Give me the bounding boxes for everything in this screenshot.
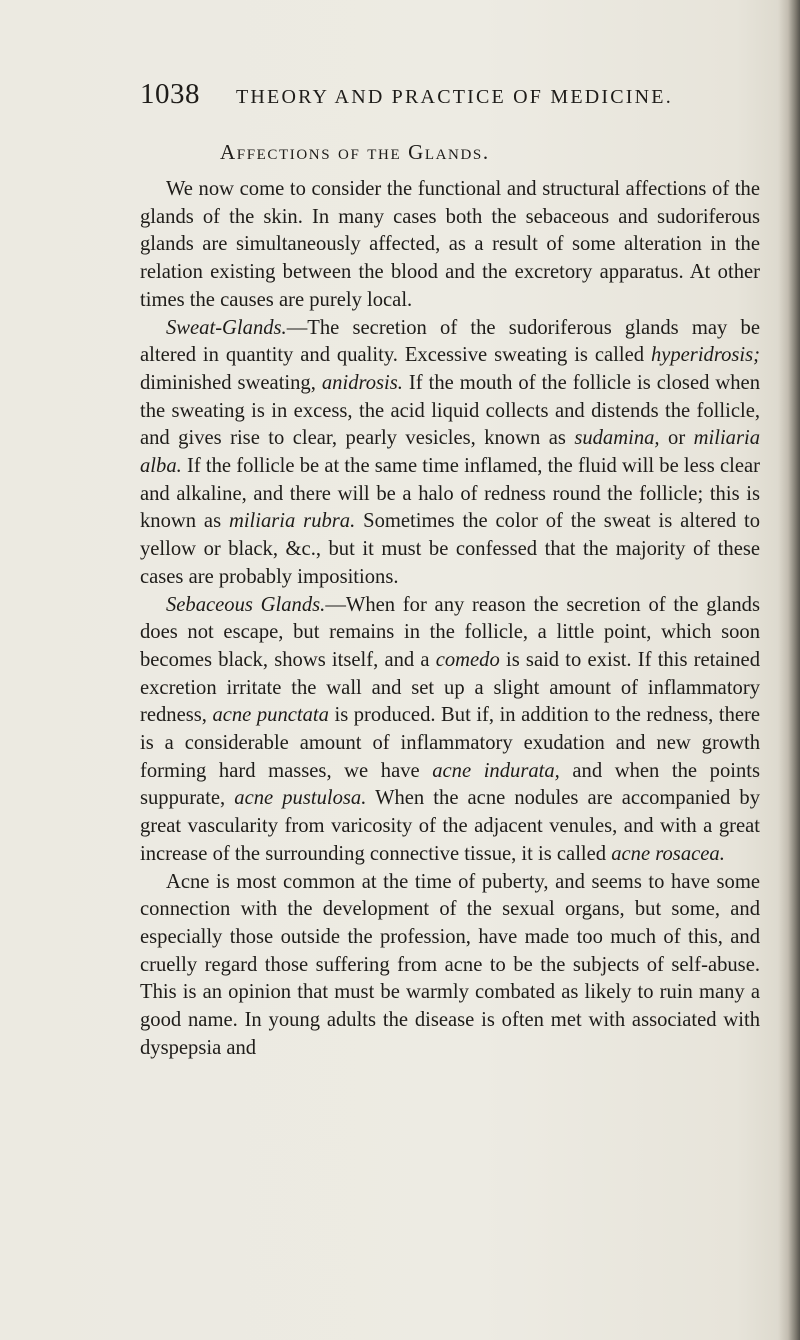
page-header	[140, 78, 740, 118]
italic-term: comedo	[435, 648, 500, 671]
text-run: and when the points suppurate,	[140, 759, 760, 810]
page-number: 1038	[140, 78, 200, 110]
text-run: When the acne nodules are accompanied by great vascularity from varicosity of the adjacent venules, and with a great increase of the surrounding connective tissue, it is called	[140, 787, 760, 865]
italic-term: sudamina,	[574, 427, 660, 450]
section-title: Affections of the Glands.	[220, 140, 490, 164]
paragraph	[140, 592, 760, 869]
running-head: THEORY AND PRACTICE OF MEDICINE.	[236, 86, 673, 108]
text-run: is produced. But if, in addition to the redness, there is a considerable amount of inflammatory exudation and new growth forming hard masses, we have	[140, 704, 761, 782]
italic-term: hyperidrosis;	[650, 344, 760, 367]
italic-term: acne rosacea.	[611, 842, 725, 865]
italic-term: acne punctata	[212, 704, 329, 727]
text-run: —When for any reason the secretion of the glands does not escape, but remains in the follicle, a little point, which soon becomes black, shows itself, and a	[140, 593, 760, 671]
italic-term: miliaria rubra.	[228, 510, 356, 533]
text-run: is said to exist. If this retained excretion irritate the wall and set up a slight amount of inflammatory redness,	[140, 648, 760, 727]
text-run: We now come to consider the functional and structural affections of the glands of the skin. In many cases both the sebaceous and sudoriferous glands are simultaneously affected, as a result of some alteration in the relation existing between the blood and the excretory apparatus. At other times the causes are purely local.	[140, 178, 760, 311]
text-run: If the mouth of the follicle is closed when the sweating is in excess, the acid liquid collects and distends the follicle, and gives rise to clear, pearly vesicles, known as	[140, 371, 760, 450]
paragraph	[140, 176, 760, 315]
text-run: If the follicle be at the same time inflamed, the fluid will be less clear and alkaline, and there will be a halo of redness round the follicle; this is known as	[140, 455, 760, 533]
text-run: diminished sweating,	[140, 371, 322, 394]
italic-term: Sweat-Glands.	[166, 316, 287, 339]
text-run: Acne is most common at the time of puberty, and seems to have some connection with the development of the sexual organs, but some, and especially those outside the profession, have made too much of this, and cruelly regard those suffering from acne to be the subjects of self-abuse. This is an opinion that must be warmly combated as likely to ruin many a good name. In young adults the disease is often met with associated with dyspepsia and	[140, 870, 760, 1059]
text-run: or	[659, 427, 694, 450]
page-binding-edge	[778, 0, 800, 1340]
italic-term: acne pustulosa.	[234, 787, 367, 810]
italic-term: miliaria alba.	[140, 427, 761, 478]
text-run: Sometimes the color of the sweat is altered to yellow or black, &c., but it must be confessed that the majority of these cases are probably impositions.	[140, 510, 761, 588]
paragraph	[140, 869, 760, 1063]
italic-term: Sebaceous Glands.	[166, 593, 326, 616]
italic-term: anidrosis.	[321, 371, 403, 394]
paragraph	[140, 315, 760, 592]
italic-term: acne indurata,	[432, 759, 560, 782]
text-run: —The secretion of the sudoriferous glands may be altered in quantity and quality. Excessive sweating is called	[140, 316, 760, 367]
body-text	[140, 176, 760, 1063]
